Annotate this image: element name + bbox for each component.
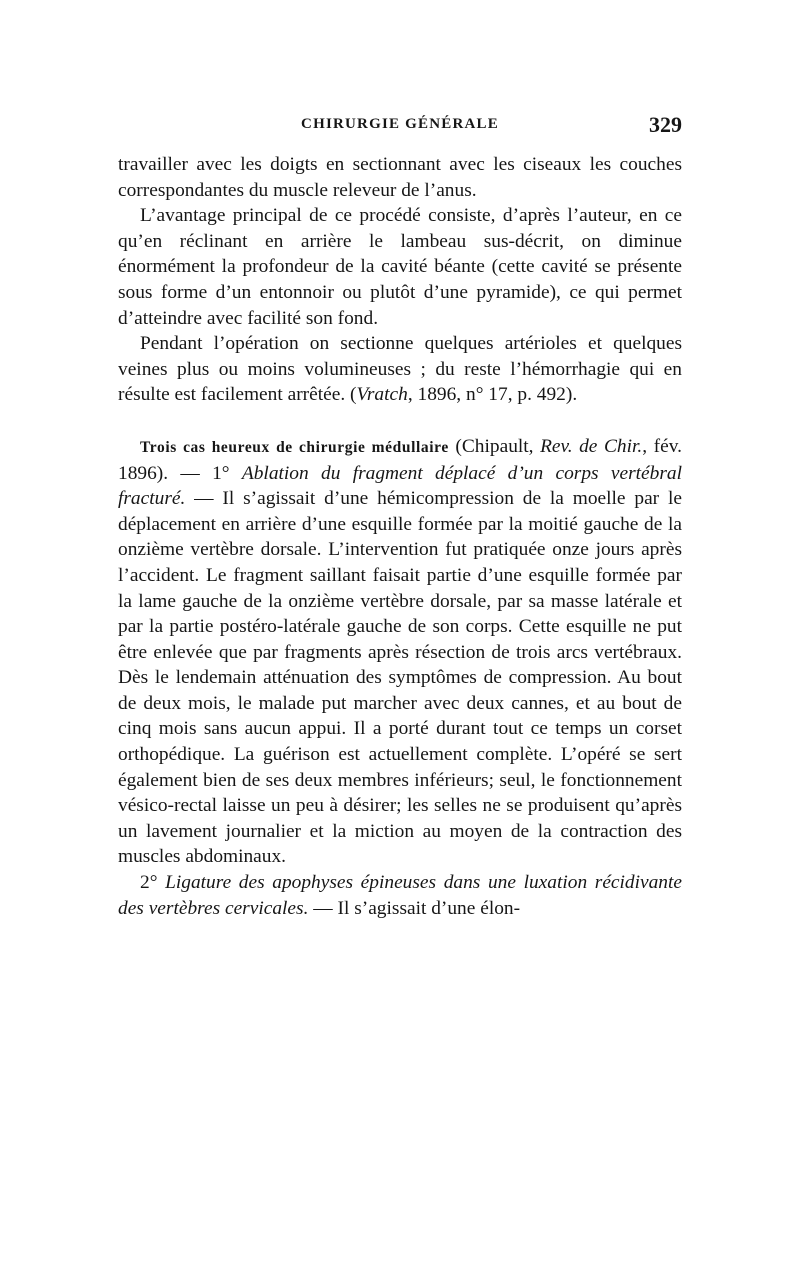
article-title: Trois cas heureux de chirurgie médullaire bbox=[140, 438, 449, 456]
case-2-title: Ligature des apophyses épineuses dans une luxation récidivante des vertèbres cervicales. bbox=[118, 872, 682, 919]
paragraph-continuation bbox=[118, 152, 682, 203]
journal-name: Vratch bbox=[356, 384, 408, 406]
body-text bbox=[118, 152, 682, 921]
reference-author: (Chipault, bbox=[448, 435, 541, 457]
case-2-paragraph bbox=[118, 870, 682, 921]
case-2-number: 2° bbox=[140, 872, 166, 894]
case-1-title: Ablation du fragment déplacé d’un corps vertébral fracturé. bbox=[118, 462, 682, 510]
paragraph-text: travailler avec les doigts en sectionnant avec les ciseaux les couches correspondantes du muscle releveur de l’anus. bbox=[118, 154, 682, 201]
paragraph-text: Pendant l’opération on sectionne quelques artérioles et quelques veines plus ou moins volumineuses ; du reste l’hémorrhagie qui en résulte est facilement arrêtée. ( bbox=[118, 333, 682, 406]
page-number: 329 bbox=[649, 112, 682, 137]
reference-journal: Rev. de Chir. bbox=[540, 435, 643, 457]
reference-date: , fév. 1896). — 1° bbox=[118, 435, 682, 484]
paragraph-operation bbox=[118, 331, 682, 408]
page-header bbox=[118, 112, 682, 142]
running-title: CHIRURGIE GÉNÉRALE bbox=[301, 116, 499, 132]
citation-tail: , 1896, n° 17, p. 492). bbox=[407, 384, 578, 406]
article-paragraph bbox=[118, 434, 682, 870]
case-1-text: — Il s’agissait d’une hémicompression de la moelle par le déplacement en arrière d’une esquille formée par la moitié gauche de la onzième vertèbre dorsale. L’intervention fut pratiquée onze jours après l’accident. Le fragment saillant faisait partie d’une esquille formée par la lame gauche de la onzième vertèbre dorsale, par sa masse latérale et par la partie postéro-latérale gauche de son corps. Cette esquille ne put être enlevée que par fragments après résection de trois arcs vertébraux. Dès le lendemain atténuation des symptômes de compression. Au bout de deux mois, le malade put marcher avec deux cannes, et au bout de cinq mois sans aucun appui. Il a porté durant tout ce temps un corset orthopédique. La guérison est actuellement complète. L’opéré se sert également bien de ses deux membres inférieurs; seul, le fonctionnement vésico-rectal laisse un peu à désirer; les selles ne se produisent qu’après un lavement journalier et la miction au moyen de la contraction des muscles abdominaux. bbox=[118, 488, 682, 868]
paragraph-advantage bbox=[118, 203, 682, 331]
paragraph-text: L’avantage principal de ce procédé consiste, d’après l’auteur, en ce qu’en réclinant en arrière le lambeau sus-décrit, on diminue énormément la profondeur de la cavité béante (cette cavité se présente sous forme d’un entonnoir ou plutôt d’une pyramide), ce qui permet d’atteindre avec facilité son fond. bbox=[118, 205, 682, 329]
case-2-text: — Il s’agissait d’une élon- bbox=[308, 897, 521, 919]
